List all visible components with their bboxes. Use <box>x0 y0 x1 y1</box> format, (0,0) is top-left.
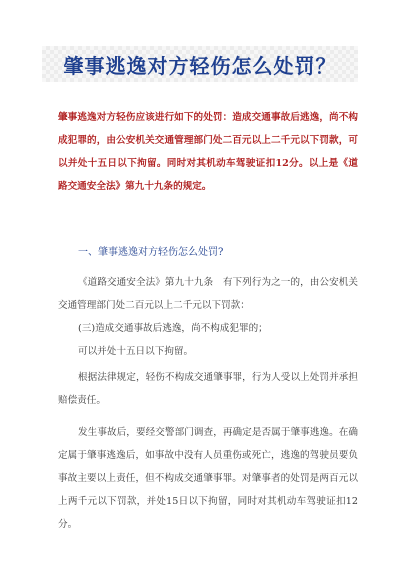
summary-paragraph: 肇事逃逸对方轻伤应该进行如下的处罚：造成交通事故后逃逸，尚不构成犯罪的，由公安机关交通管理部门处二百元以上二千元以下罚款，可以并处十五日以下拘留。同时对其机动车驾驶证扣12分。以上是《道路交通安全法》第九十九条的规定。 <box>58 112 358 192</box>
body-paragraph-3: 可以并处十五日以下拘留。 <box>78 346 194 357</box>
body-paragraph-2: (三)造成交通事故后逃逸，尚不构成犯罪的； <box>78 323 268 334</box>
body-paragraph-1: 《道路交通安全法》第九十九条 有下列行为之一的，由公安机关交通管理部门处二百元以上二千元以下罚款： <box>58 277 358 311</box>
title-banner <box>0 44 400 84</box>
page-title: 肇事逃逸对方轻伤怎么处罚？ <box>63 53 337 78</box>
body-paragraph-5: 发生事故后，要经交警部门调查，再确定是否属于肇事逃逸。在确定属于肇事逃逸后，如事故中没有人员重伤或死亡，逃逸的驾驶员要负事故主要以上责任，但不构成交通肇事罪。对肇事者的处罚是两百元以上两千元以下罚款，并处15日以下拘留，同时对其机动车驾驶证扣12分。 <box>58 427 358 530</box>
section-heading: 一、肇事逃逸对方轻伤怎么处罚? <box>78 247 224 258</box>
body-paragraph-4: 根据法律规定，轻伤不构成交通肇事罪，行为人受以上处罚并承担赔偿责任。 <box>58 372 358 406</box>
